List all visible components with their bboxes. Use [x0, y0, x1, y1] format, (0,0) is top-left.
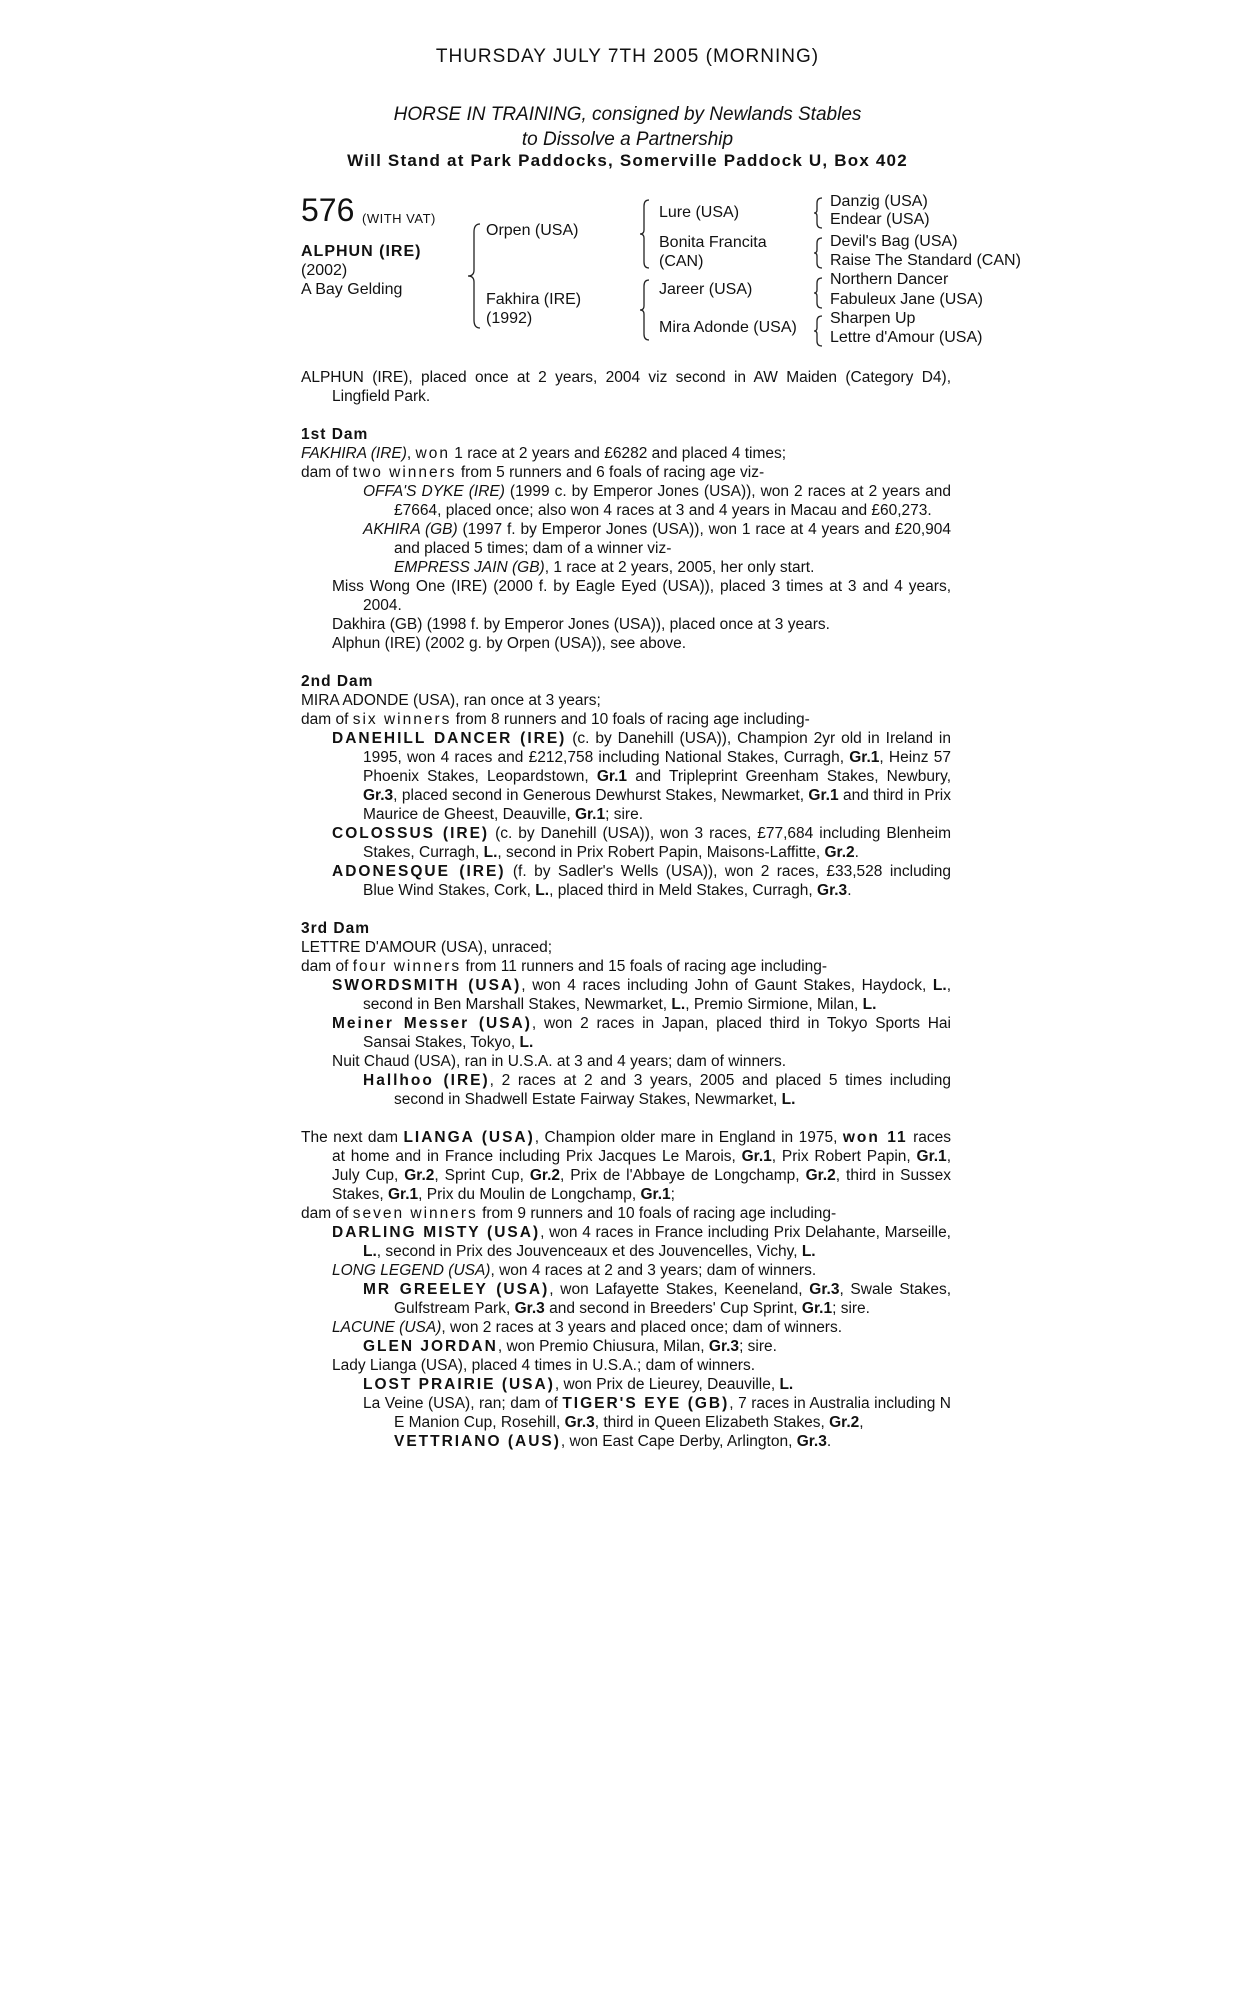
dam2-produce-1-c: and Tripleprint Greenham Stakes, Newbury, [627, 768, 952, 785]
dam2-produce-1-b: , Heinz 57 Phoenix Stakes, Leopardstown, [363, 749, 951, 785]
dam2-produce-2-c: . [854, 844, 859, 861]
next-produce-4-name: LACUNE (USA) [332, 1319, 442, 1336]
dam3-label: 3rd Dam [301, 920, 371, 937]
dam1-produce-3 [301, 558, 951, 577]
horse-year: (2002) [301, 262, 348, 279]
dam1-won: won [415, 445, 450, 462]
dam2-produce-1 [301, 729, 951, 824]
next-produce-2-a: , won 4 races at 2 and 3 years; dam of winners. [490, 1262, 817, 1279]
dam2-produce-1-a: (c. by Danehill (USA)), Champion 2yr old in Ireland in 1995, won 4 races and £212,758 including National Stakes, Curragh, [363, 730, 951, 766]
next-dam-b: races at home and in France including Prix Jacques Le Marois, [332, 1129, 951, 1165]
listed-mark: L. [483, 844, 498, 861]
listed-mark: L. [535, 882, 550, 899]
dam2-produce-2-b: , second in Prix Robert Papin, Maisons-Laffitte, [497, 844, 825, 861]
listed-mark: L. [862, 996, 877, 1013]
dam1-produce-1 [301, 482, 951, 520]
consignment-line-1: HORSE IN TRAINING, consigned by Newlands Stables [393, 104, 862, 125]
next-produce-3-name: MR GREELEY (USA) [363, 1281, 550, 1298]
next-produce-8-b: , 7 races in Australia including N E Manion Cup, Rosehill, [394, 1395, 952, 1431]
dam2-produce-3-name: ADONESQUE (IRE) [332, 863, 506, 880]
pedigree-dam-dam: Mira Adonde (USA) [659, 319, 797, 336]
next-dam-dam-post: from 9 runners and 10 foals of racing age including- [477, 1205, 837, 1222]
next-produce-3-b: , Swale Stakes, Gulfstream Park, [394, 1281, 952, 1317]
dam3-produce-2-a: , won 2 races in Japan, placed third in Tokyo Sports Hai Sansai Stakes, Tokyo, [363, 1015, 951, 1051]
dam2-produce-1-d: , placed second in Generous Dewhurst Stakes, Newmarket, [393, 787, 809, 804]
pedigree-sss: Danzig (USA) [830, 193, 928, 210]
pedigree-brace-ds [812, 276, 824, 310]
dam2-dam-post: from 8 runners and 10 foals of racing age including- [451, 711, 810, 728]
intro-paragraph: ALPHUN (IRE), placed once at 2 years, 2004 viz second in AW Maiden (Category D4), Lingfield Park. [301, 369, 951, 405]
dam2-name-line: MIRA ADONDE (USA), ran once at 3 years; [301, 692, 601, 709]
dam1-produce-summary [301, 463, 951, 482]
pedigree-brace-dam [638, 278, 652, 342]
grade-mark: Gr.1 [640, 1186, 671, 1203]
grade-mark: Gr.3 [514, 1300, 545, 1317]
dam3-produce-1-b: , second in Ben Marshall Stakes, Newmarket, [363, 977, 951, 1013]
dam1-name-line: FAKHIRA (IRE), won 1 race at 2 years and £6282 and placed 4 times; [301, 445, 787, 462]
pedigree-dds: Sharpen Up [830, 310, 916, 327]
grade-mark: Gr.2 [805, 1167, 836, 1184]
next-dam-dam-pre: dam of [301, 1205, 353, 1222]
next-produce-7 [301, 1375, 951, 1394]
pedigree-sire-sire: Lure (USA) [659, 204, 740, 221]
next-dam-e: , Sprint Cup, [434, 1167, 530, 1184]
dam2-produce-1-e: and third in Prix Maurice de Gheest, Deauville, [363, 787, 951, 823]
consignment-line-2: to Dissolve a Partnership [521, 129, 734, 150]
next-dam-f: , Prix de l'Abbaye de Longchamp, [560, 1167, 806, 1184]
pedigree-brace-dd [812, 314, 824, 348]
pedigree-brace-sd [812, 236, 824, 270]
grade-mark: Gr.1 [916, 1148, 947, 1165]
next-dam-winners: seven winners [352, 1205, 478, 1222]
dam1-produce-6: Alphun (IRE) (2002 g. by Orpen (USA)), see above. [332, 635, 687, 652]
next-produce-5-a: , won Premio Chiusura, Milan, [497, 1338, 709, 1355]
next-produce-9-a: , won East Cape Derby, Arlington, [560, 1433, 797, 1450]
grade-mark: Gr.2 [824, 844, 855, 861]
dam1-produce-2-text: (1997 f. by Emperor Jones (USA)), won 1 race at 4 years and £20,904 and placed 5 times; dam of a winner viz- [394, 521, 951, 557]
next-dam-won: won 11 [842, 1129, 908, 1146]
dam3-produce-4-name: Hallhoo (IRE) [363, 1072, 490, 1089]
dam1-winners: two winners [352, 464, 457, 481]
next-produce-2 [301, 1261, 951, 1280]
dam2-winners: six winners [352, 711, 452, 728]
next-produce-2-name: LONG LEGEND (USA) [332, 1262, 491, 1279]
dam2-produce-3 [301, 862, 951, 900]
pedigree-brace-ss [812, 196, 824, 230]
next-dam-c: , Prix Robert Papin, [771, 1148, 917, 1165]
pedigree-sire-dam-line-1: Bonita Francita [659, 234, 767, 251]
dam2-produce-3-a: (f. by Sadler's Wells (USA)), won 2 races, £33,528 including Blue Wind Stakes, Cork, [363, 863, 952, 899]
grade-mark: Gr.3 [564, 1414, 595, 1431]
listed-mark: L. [671, 996, 686, 1013]
pedigree-ddd: Lettre d'Amour (USA) [830, 329, 983, 346]
grade-mark: Gr.3 [809, 1281, 840, 1298]
dam3-produce-summary [301, 957, 951, 976]
next-produce-6: Lady Lianga (USA), placed 4 times in U.S.A.; dam of winners. [332, 1357, 756, 1374]
consignment-info [0, 102, 1255, 152]
dam1-produce-4: Miss Wong One (IRE) (2000 f. by Eagle Eyed (USA)), placed 3 times at 3 and 4 years, 2004. [332, 578, 951, 614]
next-produce-8 [301, 1394, 951, 1432]
next-produce-1-a: , won 4 races in France including Prix Delahante, Marseille, [540, 1224, 951, 1241]
grade-4: Gr.1 [808, 787, 839, 804]
next-dam-g: , third in Sussex Stakes, [332, 1167, 951, 1203]
pedigree-dsd: Fabuleux Jane (USA) [830, 291, 983, 308]
dam1-produce-2 [301, 520, 951, 558]
next-dam-i: ; [670, 1186, 675, 1203]
dam3-produce-1-name: SWORDSMITH (USA) [332, 977, 522, 994]
next-dam-a: , Champion older mare in England in 1975, [534, 1129, 843, 1146]
dam3-produce-4-a: , 2 races at 2 and 3 years, 2005 and placed 5 times including second in Shadwell Estate Fairway Stakes, Newmarket, [394, 1072, 951, 1108]
next-produce-8-d: , [859, 1414, 864, 1431]
dam2-produce-1-f: ; sire. [605, 806, 644, 823]
listed-mark: L. [519, 1034, 534, 1051]
dam1-record: 1 race at 2 years and £6282 and placed 4 times; [449, 445, 787, 462]
grade-mark: Gr.2 [829, 1414, 860, 1431]
next-produce-8-name: TIGER'S EYE (GB) [562, 1395, 730, 1412]
grade-1: Gr.1 [849, 749, 880, 766]
dam3-produce-2-name: Meiner Messer (USA) [332, 1015, 532, 1032]
grade-mark: Gr.1 [801, 1300, 833, 1317]
dam1-produce-1-text: (1999 c. by Emperor Jones (USA)), won 2 races at 2 years and £7664, placed once; also won 4 races at 3 and 4 years in Macau and £60,273. [394, 483, 952, 519]
sale-date: THURSDAY JULY 7TH 2005 (MORNING) [435, 46, 820, 67]
grade-5: Gr.1 [574, 806, 606, 823]
pedigree-dam-year: (1992) [486, 310, 533, 327]
dam3-dam-post: from 11 runners and 15 foals of racing age including- [461, 958, 828, 975]
lot-number: 576 [301, 192, 355, 228]
pedigree-dam-name: Fakhira (IRE) [486, 291, 582, 308]
next-produce-7-a: , won Prix de Lieurey, Deauville, [554, 1376, 780, 1393]
dam1-name: FAKHIRA (IRE) [301, 445, 407, 462]
pedigree-brace-sire [638, 198, 652, 270]
next-produce-1-b: , second in Prix des Jouvenceaux et des Jouvencelles, Vichy, [376, 1243, 802, 1260]
grade-mark: Gr.3 [708, 1338, 740, 1355]
next-produce-9-name: VETTRIANO (AUS) [394, 1433, 561, 1450]
dam1-produce-2-name: AKHIRA (GB) [363, 521, 458, 538]
catalogue-body [301, 368, 951, 1451]
next-produce-9-b: . [826, 1433, 832, 1450]
dam1-produce-5: Dakhira (GB) (1998 f. by Emperor Jones (USA)), placed once at 3 years. [332, 616, 830, 633]
dam3-produce-3: Nuit Chaud (USA), ran in U.S.A. at 3 and 4 years; dam of winners. [332, 1053, 787, 1070]
next-dam-pre: The next dam [301, 1129, 404, 1146]
dam2-produce-3-c: . [847, 882, 852, 899]
dam1-label: 1st Dam [301, 426, 369, 443]
next-produce-9 [301, 1432, 951, 1451]
next-dam-h: , Prix du Moulin de Longchamp, [418, 1186, 641, 1203]
horse-description: A Bay Gelding [301, 281, 403, 298]
pedigree-sire: Orpen (USA) [486, 222, 579, 239]
dam3-produce-4 [301, 1071, 951, 1109]
dam2-produce-1-name: DANEHILL DANCER (IRE) [332, 730, 567, 747]
dam1-dam-post: from 5 runners and 6 foals of racing age viz- [456, 464, 765, 481]
next-produce-5 [301, 1337, 951, 1356]
dam3-produce-2 [301, 1014, 951, 1052]
next-produce-3 [301, 1280, 951, 1318]
dam3-name-line: LETTRE D'AMOUR (USA), unraced; [301, 939, 553, 956]
dam2-produce-3-b: , placed third in Meld Stakes, Curragh, [549, 882, 818, 899]
next-produce-4-a: , won 2 races at 3 years and placed once; dam of winners. [441, 1319, 843, 1336]
dam2-produce-2-a: (c. by Danehill (USA)), won 3 races, £77,684 including Blenheim Stakes, Curragh, [363, 825, 951, 861]
dam1-produce-3-text: , 1 race at 2 years, 2005, her only start. [544, 559, 815, 576]
dam2-produce-2-name: COLOSSUS (IRE) [332, 825, 490, 842]
next-produce-1-name: DARLING MISTY (USA) [332, 1224, 541, 1241]
pedigree-dss: Northern Dancer [830, 271, 949, 288]
grade-mark: Gr.2 [404, 1167, 435, 1184]
next-produce-3-d: ; sire. [832, 1300, 870, 1317]
next-dam-d: , July Cup, [332, 1148, 951, 1184]
pedigree-brace-gen1 [466, 222, 484, 330]
dam2-dam-pre: dam of [301, 711, 353, 728]
dam1-produce-1-name: OFFA'S DYKE (IRE) [363, 483, 505, 500]
horse-name: ALPHUN (IRE) [301, 243, 422, 260]
dam3-winners: four winners [352, 958, 462, 975]
lot-vat: (WITH VAT) [362, 211, 436, 226]
dam2-label: 2nd Dam [301, 673, 374, 690]
next-produce-5-b: ; sire. [739, 1338, 777, 1355]
next-produce-5-name: GLEN JORDAN [363, 1338, 498, 1355]
next-produce-4 [301, 1318, 951, 1337]
dam2-produce-2 [301, 824, 951, 862]
grade-mark: Gr.3 [817, 882, 848, 899]
stand-location: Will Stand at Park Paddocks, Somerville Paddock U, Box 402 [347, 151, 908, 170]
pedigree-sds: Devil's Bag (USA) [830, 233, 958, 250]
dam1-produce-3-name: EMPRESS JAIN (GB) [394, 559, 545, 576]
next-produce-3-c: and second in Breeders' Cup Sprint, [544, 1300, 802, 1317]
next-produce-7-name: LOST PRAIRIE (USA) [363, 1376, 555, 1393]
next-produce-8-a: La Veine (USA), ran; dam of [363, 1395, 563, 1412]
listed-mark: L. [779, 1376, 794, 1393]
next-produce-3-a: , won Lafayette Stakes, Keeneland, [549, 1281, 810, 1298]
pedigree-sire-dam-line-2: (CAN) [659, 253, 704, 270]
grade-mark: Gr.3 [796, 1433, 827, 1450]
dam3-dam-pre: dam of [301, 958, 353, 975]
pedigree-ssd: Endear (USA) [830, 211, 930, 228]
pedigree-sdd: Raise The Standard (CAN) [830, 252, 1021, 269]
listed-mark: L. [801, 1243, 816, 1260]
grade-3: Gr.3 [363, 787, 394, 804]
dam2-produce-summary [301, 710, 951, 729]
grade-mark: Gr.1 [741, 1148, 772, 1165]
dam3-produce-1-a: , won 4 races including John of Gaunt Stakes, Haydock, [521, 977, 933, 994]
listed-mark: L. [363, 1243, 377, 1260]
next-dam-name: LIANGA (USA) [403, 1129, 535, 1146]
next-dam-paragraph [301, 1128, 951, 1204]
pedigree-dam-sire: Jareer (USA) [659, 281, 753, 298]
dam3-produce-1 [301, 976, 951, 1014]
next-produce-8-c: , third in Queen Elizabeth Stakes, [594, 1414, 830, 1431]
grade-2: Gr.1 [596, 768, 628, 785]
listed-mark: L. [781, 1091, 796, 1108]
dam1-dam-pre: dam of [301, 464, 353, 481]
grade-mark: Gr.2 [529, 1167, 561, 1184]
grade-mark: Gr.1 [388, 1186, 419, 1203]
next-dam-produce-summary [301, 1204, 951, 1223]
next-produce-1 [301, 1223, 951, 1261]
listed-mark: L. [932, 977, 947, 994]
dam3-produce-1-c: , Premio Sirmione, Milan, [685, 996, 863, 1013]
